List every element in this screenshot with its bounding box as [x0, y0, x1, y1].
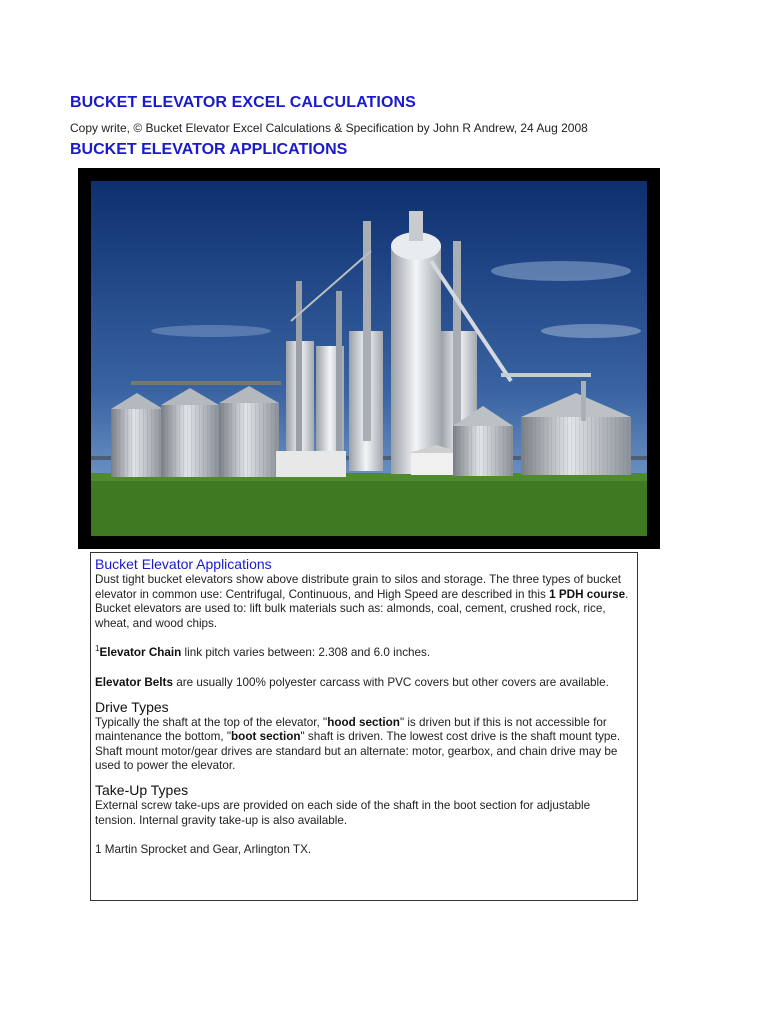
drive-text-3: " shaft is driven. The lowest cost drive is the shaft mount type. Shaft mount motor/gear drives are standard but an alternate: motor, gearbox, and chain drive may be used to power the elevator. [95, 730, 621, 773]
box-title: Bucket Elevator Applications [95, 556, 272, 572]
belts-text: are usually 100% polyester carcass with PVC covers but other covers are available. [172, 675, 609, 689]
take-up-types-heading: Take-Up Types [95, 781, 189, 798]
page-title: BUCKET ELEVATOR EXCEL CALCULATIONS [70, 94, 416, 111]
intro-paragraph [95, 573, 633, 631]
hood-section-text: hood section [327, 715, 400, 729]
chain-label: Elevator Chain [99, 646, 182, 660]
pdh-course-text: 1 PDH course [549, 587, 626, 601]
drive-types-heading: Drive Types [95, 698, 169, 715]
drive-text-1: Typically the shaft at the top of the elevator, " [95, 715, 328, 729]
belts-paragraph [95, 676, 633, 691]
drive-paragraph [95, 716, 633, 774]
chain-paragraph [95, 646, 633, 661]
chain-text: link pitch varies between: 2.308 and 6.0 inches. [181, 646, 431, 660]
belts-label: Elevator Belts [95, 675, 173, 689]
grain-elevator-photo [78, 168, 660, 549]
copyright-line: Copy write, © Bucket Elevator Excel Calculations & Specification by John R Andrew, 24 Aug 2008 [70, 121, 588, 135]
section-title: BUCKET ELEVATOR APPLICATIONS [70, 141, 348, 158]
intro-text-1: Dust tight bucket elevators show above distribute grain to silos and storage. The three types of bucket elevator in common use: Centrifugal, Continuous, and High Speed are described in this [95, 573, 622, 601]
footnote: 1 Martin Sprocket and Gear, Arlington TX. [95, 843, 312, 857]
intro-text-2: . Bucket elevators are used to: lift bulk materials such as: almonds, coal, cement, crushed rock, rice, wheat, and wood chips. [95, 587, 629, 630]
take-up-paragraph: External screw take-ups are provided on each side of the shaft in the boot section for adjustable tension. Internal gravity take-up is also available. [95, 798, 591, 827]
chain-footnote-mark: 1 [95, 644, 100, 654]
drive-text-2: " is driven but if this is not accessible for maintenance the bottom, " [95, 715, 607, 744]
boot-section-text: boot section [231, 730, 301, 744]
grain-elevator-illustration [91, 181, 647, 536]
applications-text-box [90, 552, 638, 901]
